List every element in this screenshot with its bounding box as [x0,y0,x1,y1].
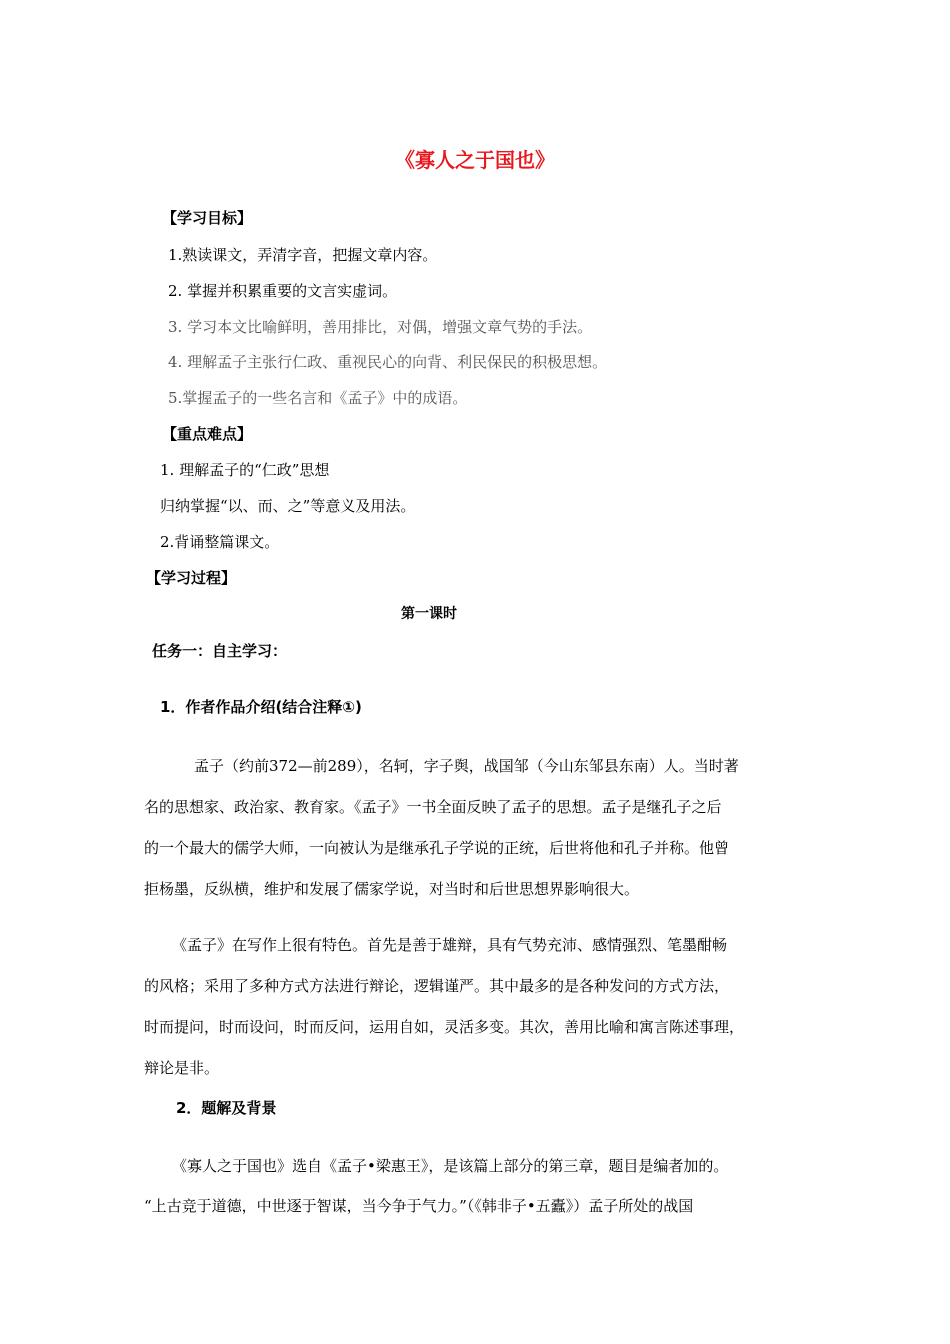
process-heading: 【学习过程】 [146,569,237,587]
paragraph-line: 《孟子》在写作上很有特色。首先是善于雄辩，具有气势充沛、感情强烈、笔墨酣畅 [172,936,728,954]
paragraph-line: 孟子（约前372—前289），名轲，字子舆，战国邹（今山东邹县东南）人。当时著 [194,757,739,775]
section-heading: 2．题解及背景 [176,1099,277,1117]
paragraph-line: 《寡人之于国也》选自《孟子•梁惠王》，是该篇上部分的第三章，题目是编者加的。 [172,1157,729,1175]
key-point-item: 归纳掌握“以、而、之”等意义及用法。 [160,497,416,515]
key-point-item: 2.背诵整篇课文。 [160,533,280,551]
lesson-label: 第一课时 [401,606,457,622]
paragraph-line: “上古竞于道德，中世逐于智谋，当今争于气力。”（《韩非子•五蠹》）孟子所处的战国 [144,1197,694,1215]
objective-item: 3. 学习本文比喻鲜明，善用排比，对偶，增强文章气势的手法。 [168,318,593,336]
objective-item: 4. 理解孟子主张行仁政、重视民心的向背、利民保民的积极思想。 [168,353,608,371]
objective-item: 1.熟读课文，弄清字音，把握文章内容。 [168,246,438,264]
paragraph-line: 辩论是非。 [144,1059,220,1077]
document-title: 《寡人之于国也》 [395,148,555,172]
objective-item: 5.掌握孟子的一些名言和《孟子》中的成语。 [168,389,468,407]
paragraph-line: 的一个最大的儒学大师，一向被认为是继承孔子学说的正统，后世将他和孔子并称。他曾 [144,839,730,857]
task-heading: 任务一：自主学习： [152,642,288,660]
objective-item: 2. 掌握并积累重要的文言实虚词。 [168,282,398,300]
paragraph-line: 的风格；采用了多种方式方法进行辩论，逻辑谨严。其中最多的是各种发问的方式方法， [144,977,730,995]
objectives-heading: 【学习目标】 [162,209,253,227]
section-heading: 1．作者作品介绍(结合注释①) [160,698,362,716]
paragraph-line: 名的思想家、政治家、教育家。《孟子》一书全面反映了孟子的思想。孟子是继孔子之后 [144,798,722,816]
paragraph-line: 拒杨墨，反纵横，维护和发展了儒家学说，对当时和后世思想界影响很大。 [144,880,640,898]
key-points-heading: 【重点难点】 [162,425,253,443]
paragraph-line: 时而提问，时而设问，时而反问，运用自如，灵活多变。其次，善用比喻和寓言陈述事理， [144,1018,745,1036]
key-point-item: 1. 理解孟子的“仁政”思想 [160,461,330,479]
